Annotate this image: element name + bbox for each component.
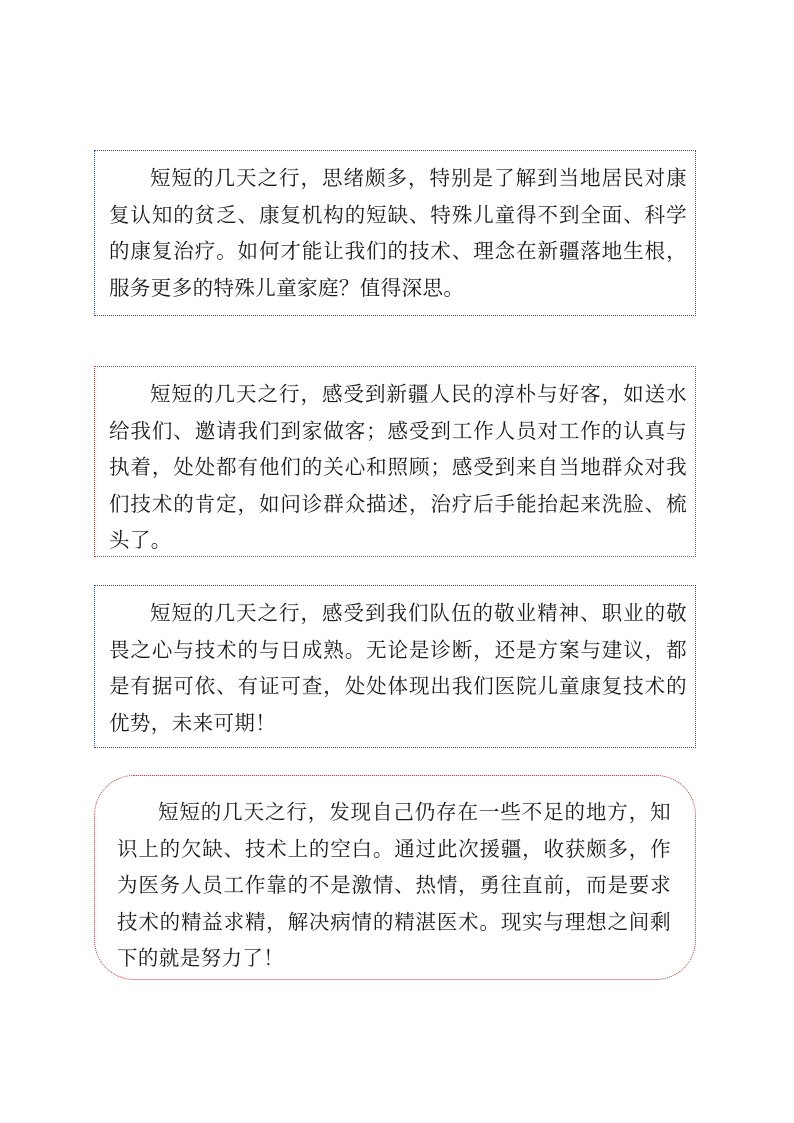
- reflection-paragraph-1: 短短的几天之行，思绪颇多，特别是了解到当地居民对康复认知的贫乏、康复机构的短缺、特殊儿童得不到全面、科学的康复治疗。如何才能让我们的技术、理念在新疆落地生根，服务更多的特殊儿童家庭？值得深思。: [109, 166, 687, 300]
- reflection-paragraph-2: 短短的几天之行，感受到新疆人民的淳朴与好客，如送水给我们、邀请我们到家做客；感受到工作人员对工作的认真与执着，处处都有他们的关心和照顾；感受到来自当地群众对我们技术的肯定，如问诊群众描述，治疗后手能抬起来洗脸、梳头了。: [109, 382, 687, 552]
- reflection-box-2: [94, 366, 696, 557]
- reflection-paragraph-3: 短短的几天之行，感受到我们队伍的敬业精神、职业的敬畏之心与技术的与日成熟。无论是诊断，还是方案与建议，都是有据可依、有证可查，处处体现出我们医院儿童康复技术的优势，未来可期！: [109, 601, 687, 735]
- reflection-box-1: [94, 150, 696, 316]
- reflection-paragraph-4: 短短的几天之行，发现自己仍存在一些不足的地方，知识上的欠缺、技术上的空白。通过此次援疆，收获颇多，作为医务人员工作靠的不是激情、热情，勇往直前，而是要求技术的精益求精，解决病情的精湛医术。现实与理想之间剩下的就是努力了！: [117, 800, 671, 970]
- reflection-box-3: [94, 585, 696, 748]
- reflection-box-4: [94, 775, 696, 980]
